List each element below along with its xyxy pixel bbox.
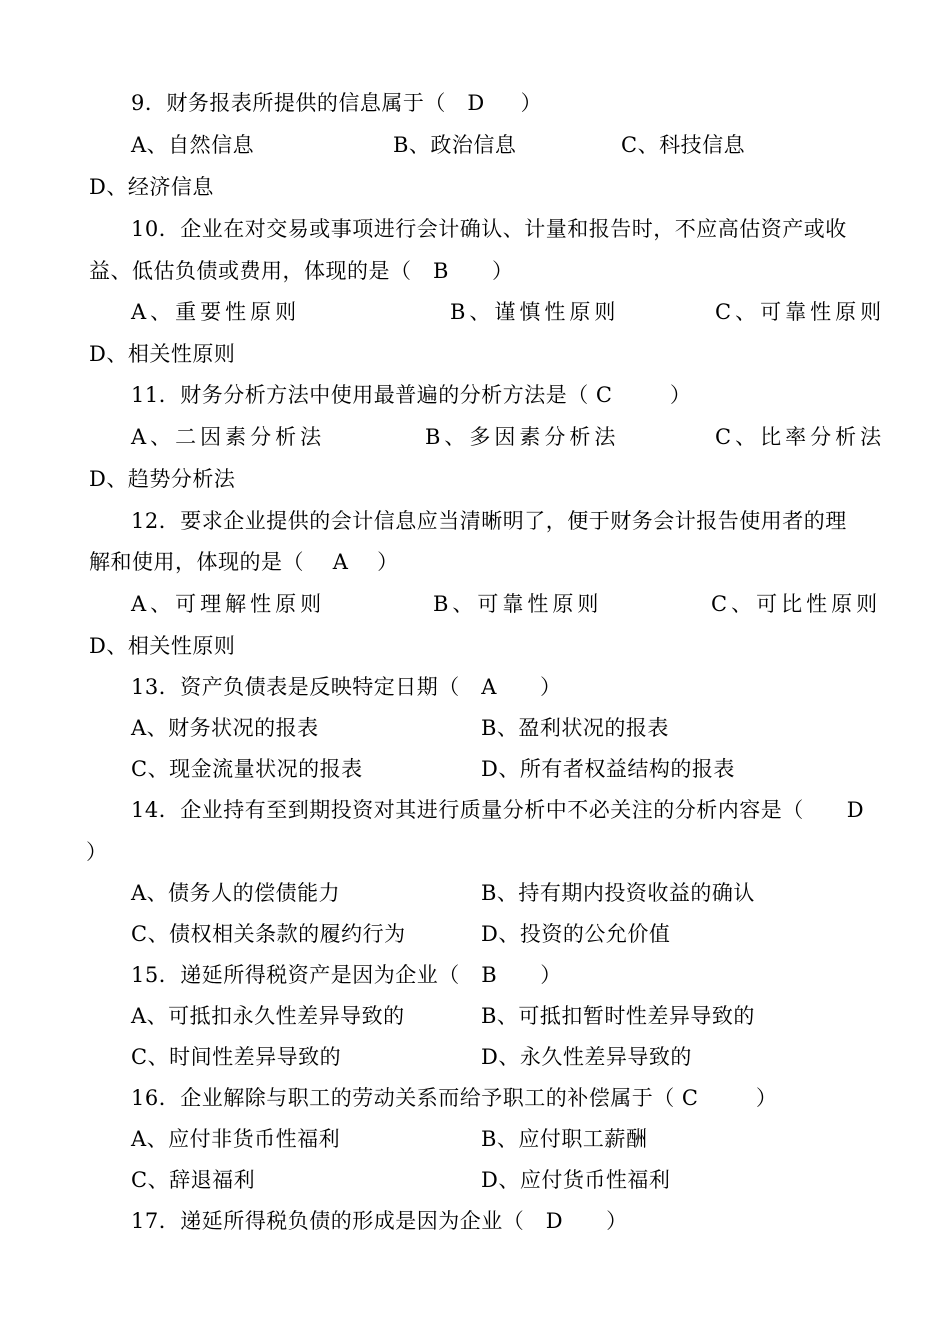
q14-option-b: B、持有期内投资收益的确认 [481,881,755,905]
q12-option-d: D、相关性原则 [89,634,236,658]
q13-option-b: B、盈利状况的报表 [481,716,669,740]
q14-option-d: D、投资的公允价值 [481,922,671,946]
q15-option-b: B、可抵扣暂时性差异导致的 [481,1004,755,1028]
q15-stem: 15．递延所得税资产是因为企业（ B ） [131,963,562,987]
q11-option-c: C、比率分析法 [715,425,886,449]
q10-option-d: D、相关性原则 [89,342,236,366]
q15-option-d: D、永久性差异导致的 [481,1045,692,1069]
q11-stem: 11．财务分析方法中使用最普遍的分析方法是（ C ） [131,383,692,407]
q12-stem-line1: 12．要求企业提供的会计信息应当清晰明了，便于财务会计报告使用者的理 [131,509,847,533]
q10-option-b: B、谨慎性原则 [450,300,620,324]
q12-option-c: C、可比性原则 [711,592,882,616]
q16-stem: 16．企业解除与职工的劳动关系而给予职工的补偿属于（ C ） [131,1086,778,1110]
q15-option-a: A、可抵扣永久性差异导致的 [131,1004,405,1028]
q10-option-c: C、可靠性原则 [715,300,886,324]
q14-option-c: C、债权相关条款的履约行为 [131,922,406,946]
q16-option-b: B、应付职工薪酬 [481,1127,648,1151]
q14-stem-line2: ） [86,840,108,864]
q11-option-a: A、二因素分析法 [131,425,326,449]
q10-stem-line2: 益、低估负债或费用，体现的是（ B ） [89,259,514,283]
q13-stem: 13．资产负债表是反映特定日期（ A ） [131,675,562,699]
q10-stem-line1: 10．企业在对交易或事项进行会计确认、计量和报告时，不应高估资产或收 [131,217,847,241]
q11-option-b: B、多因素分析法 [425,425,620,449]
q9-option-c: C、科技信息 [621,133,746,157]
q13-option-c: C、现金流量状况的报表 [131,757,363,781]
q11-option-d: D、趋势分析法 [89,467,236,491]
q14-stem-line1: 14．企业持有至到期投资对其进行质量分析中不必关注的分析内容是（ D [131,798,865,822]
q10-option-a: A、重要性原则 [131,300,301,324]
q9-stem: 9．财务报表所提供的信息属于（ D ） [131,91,543,115]
q13-option-d: D、所有者权益结构的报表 [481,757,735,781]
q17-stem: 17．递延所得税负债的形成是因为企业（ D ） [131,1209,628,1233]
q9-option-d: D、经济信息 [89,175,214,199]
q12-option-a: A、可理解性原则 [131,592,326,616]
q16-option-d: D、应付货币性福利 [481,1168,671,1192]
q14-option-a: A、债务人的偿债能力 [131,881,341,905]
q9-option-a: A、自然信息 [131,133,255,157]
q9-option-b: B、政治信息 [393,133,517,157]
q16-option-c: C、辞退福利 [131,1168,256,1192]
q12-option-b: B、可靠性原则 [433,592,603,616]
q16-option-a: A、应付非货币性福利 [131,1127,341,1151]
q15-option-c: C、时间性差异导致的 [131,1045,342,1069]
q12-stem-line2: 解和使用，体现的是（ A ） [89,550,399,574]
q13-option-a: A、财务状况的报表 [131,716,319,740]
